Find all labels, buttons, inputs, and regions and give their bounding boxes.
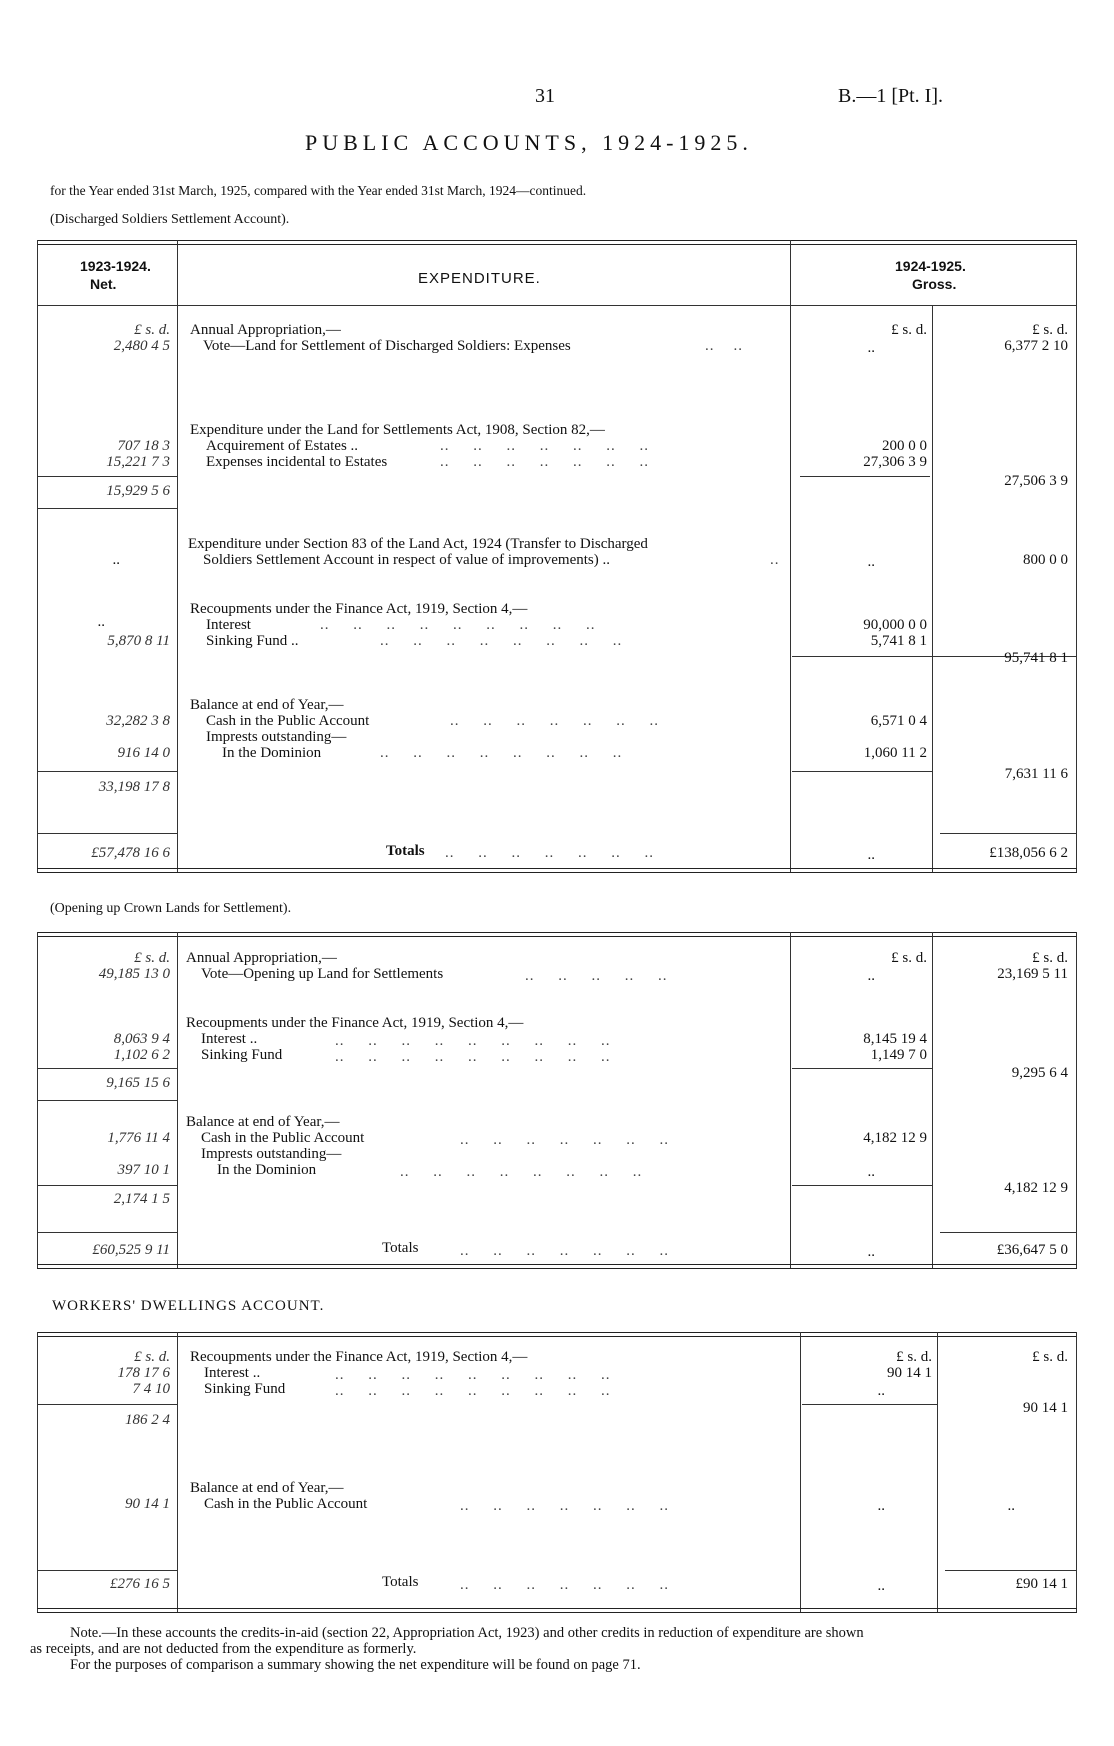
crown-vote-leader: .. .. .. .. .. (525, 968, 668, 984)
crown-cash-label: Cash in the Public Account (201, 1130, 365, 1146)
dss-bal-title: Balance at end of Year,— (190, 697, 344, 713)
crown-sink-net: 1,102 6 2 (113, 1047, 170, 1063)
crown-int-mid: 8,145 19 4 (863, 1031, 927, 1047)
dss-s83-leader: .. (770, 552, 780, 568)
page-title: PUBLIC ACCOUNTS, 1924-1925. (305, 130, 753, 155)
crown-vote-net: 49,185 13 0 (98, 966, 170, 982)
dss-inc-mid: 27,306 3 9 (863, 454, 927, 470)
dss-divider-3 (932, 305, 933, 872)
crown-sink-mid: 1,149 7 0 (870, 1047, 927, 1063)
workers-totals-label: Totals (382, 1574, 419, 1590)
workers-totals-gross: £90 14 1 (1015, 1576, 1068, 1592)
dss-acq-label: Acquirement of Estates .. (206, 438, 359, 454)
workers-int-net: 178 17 6 (117, 1365, 170, 1381)
crown-bal-mid-rule (792, 1185, 932, 1186)
dss-s82-gross: 27,506 3 9 (1004, 473, 1068, 489)
dss-recoup-title: Recoupments under the Finance Act, 1919, Section 4,— (190, 601, 528, 617)
note-line-3: For the purposes of comparison a summary showing the net expenditure will be found on page 71. (70, 1657, 641, 1673)
dss-dom-mid: 1,060 11 2 (863, 745, 927, 761)
crown-annual-title: Annual Appropriation,— (186, 950, 337, 966)
workers-cash-leader: .. .. .. .. .. .. .. (460, 1498, 669, 1514)
workers-lsd-mid: £ s. d. (896, 1349, 932, 1365)
crown-caption: (Opening up Crown Lands for Settlement). (50, 901, 292, 916)
dss-totals-gross-rule (940, 833, 1077, 834)
crown-vote-mid: .. (867, 968, 875, 984)
workers-divider-2 (800, 1332, 801, 1612)
crown-cash-mid: 4,182 12 9 (863, 1130, 927, 1146)
workers-cash-net: 90 14 1 (125, 1496, 170, 1512)
dss-totals-label: Totals (386, 843, 425, 859)
workers-lsd-left: £ s. d. (134, 1349, 170, 1365)
crown-lsd-mid: £ s. d. (891, 950, 927, 966)
crown-int-leader: .. .. .. .. .. .. .. .. .. (335, 1033, 611, 1049)
dss-s83-line2: Soldiers Settlement Account in respect of value of improvements) .. (203, 552, 610, 568)
workers-lsd-right: £ s. d. (1032, 1349, 1068, 1365)
workers-recoup-title: Recoupments under the Finance Act, 1919, Section 4,— (190, 1349, 528, 1365)
dss-s83-net: .. (112, 552, 120, 568)
dss-bal-net-total: 33,198 17 8 (98, 779, 170, 795)
dss-s83-gross: 800 0 0 (1023, 552, 1068, 568)
crown-totals-mid: .. (867, 1244, 875, 1260)
workers-recoup-net-total: 186 2 4 (125, 1412, 170, 1428)
workers-int-leader: .. .. .. .. .. .. .. .. .. (335, 1367, 611, 1383)
workers-recoup-gross: 90 14 1 (1023, 1400, 1068, 1416)
dss-cash-mid: 6,571 0 4 (870, 713, 927, 729)
page-reference: B.—1 [Pt. I]. (838, 85, 943, 107)
dss-inc-label: Expenses incidental to Estates (206, 454, 388, 470)
dss-int-label: Interest (206, 617, 251, 633)
dss-totals-leader: .. .. .. .. .. .. .. (445, 845, 654, 861)
workers-totals-net-rule (37, 1570, 177, 1571)
dss-vote-leader: .. .. (705, 338, 743, 354)
crown-lsd-left: £ s. d. (134, 950, 170, 966)
dss-s82-mid-rule (800, 476, 930, 477)
crown-bal-title: Balance at end of Year,— (186, 1114, 340, 1130)
crown-divider-3 (932, 932, 933, 1268)
crown-lsd-right: £ s. d. (1032, 950, 1068, 966)
crown-totals-net-rule (37, 1232, 177, 1233)
dss-vote-net: 2,480 4 5 (113, 338, 170, 354)
dss-totals-net-rule (37, 833, 177, 834)
workers-bottom-rule (37, 1608, 1077, 1613)
workers-bal-title: Balance at end of Year,— (190, 1480, 344, 1496)
dss-inc-leader: .. .. .. .. .. .. .. (440, 454, 649, 470)
workers-int-mid: 90 14 1 (887, 1365, 932, 1381)
dss-dom-net: 916 14 0 (117, 745, 170, 761)
crown-bal-net-total: 2,174 1 5 (113, 1191, 170, 1207)
crown-top-rule (37, 932, 1077, 937)
page-number: 31 (535, 85, 555, 107)
dss-header-rule (37, 305, 1077, 306)
crown-recoup-net-close (37, 1100, 177, 1101)
note-line-2: as receipts, and are not deducted from the expenditure as formerly. (30, 1641, 417, 1657)
dss-inc-net: 15,221 7 3 (106, 454, 170, 470)
crown-bottom-rule (37, 1264, 1077, 1269)
crown-totals-gross: £36,647 5 0 (996, 1242, 1068, 1258)
crown-recoup-net-total: 9,165 15 6 (106, 1075, 170, 1091)
crown-recoup-title: Recoupments under the Finance Act, 1919, Section 4,— (186, 1015, 524, 1031)
dss-top-rule (37, 240, 1077, 245)
dss-left-border (37, 240, 38, 872)
dss-lsd-mid: £ s. d. (891, 322, 927, 338)
dss-lsd-right: £ s. d. (1032, 322, 1068, 338)
workers-totals-gross-rule (945, 1570, 1077, 1571)
crown-totals-net: £60,525 9 11 (92, 1242, 170, 1258)
crown-sink-label: Sinking Fund (201, 1047, 283, 1063)
dss-bal-net-rule (37, 771, 177, 772)
dss-acq-mid: 200 0 0 (882, 438, 927, 454)
crown-totals-gross-rule (940, 1232, 1077, 1233)
crown-totals-leader: .. .. .. .. .. .. .. (460, 1243, 669, 1259)
workers-totals-mid: .. (877, 1578, 885, 1594)
dss-cash-leader: .. .. .. .. .. .. .. (450, 713, 659, 729)
workers-sink-mid: .. (877, 1383, 885, 1399)
dss-int-leader: .. .. .. .. .. .. .. .. .. (320, 617, 596, 633)
dss-s83-line1: Expenditure under Section 83 of the Land Act, 1924 (Transfer to Discharged (188, 536, 648, 552)
dss-cash-net: 32,282 3 8 (106, 713, 170, 729)
crown-imp-label: Imprests outstanding— (201, 1146, 342, 1162)
dss-acq-leader: .. .. .. .. .. .. .. (440, 438, 649, 454)
workers-sink-net: 7 4 10 (132, 1381, 170, 1397)
dss-totals-mid: .. (867, 847, 875, 863)
dss-expenditure-header: EXPENDITURE. (418, 270, 541, 287)
crown-int-label: Interest .. (201, 1031, 258, 1047)
crown-divider-1 (177, 932, 178, 1268)
crown-bal-net-rule (37, 1185, 177, 1186)
dss-int-mid: 90,000 0 0 (863, 617, 927, 633)
workers-caption: WORKERS' DWELLINGS ACCOUNT. (52, 1298, 325, 1314)
workers-top-rule (37, 1332, 1077, 1337)
crown-recoup-net-rule (37, 1068, 177, 1069)
crown-right-border (1076, 932, 1077, 1268)
workers-divider-1 (177, 1332, 178, 1612)
workers-recoup-mid-rule (802, 1404, 937, 1405)
workers-sink-label: Sinking Fund (204, 1381, 286, 1397)
dss-gross-label: Gross. (912, 276, 957, 292)
crown-dom-leader: .. .. .. .. .. .. .. .. (400, 1164, 643, 1180)
dss-sink-label: Sinking Fund .. (206, 633, 299, 649)
workers-totals-leader: .. .. .. .. .. .. .. (460, 1577, 669, 1593)
dss-net-label: Net. (90, 276, 117, 292)
dss-int-net: .. (97, 614, 105, 630)
note-line-1: Note.—In these accounts the credits-in-aid (section 22, Appropriation Act, 1923) and other credits in reduction of expenditure are shown (70, 1625, 864, 1641)
dss-vote-mid: .. (867, 340, 875, 356)
crown-cash-net: 1,776 11 4 (107, 1130, 170, 1146)
dss-recoup-gross: 95,741 8 1 (1004, 650, 1068, 666)
workers-cash-mid: .. (877, 1498, 885, 1514)
crown-int-net: 8,063 9 4 (113, 1031, 170, 1047)
workers-recoup-net-rule (37, 1404, 177, 1405)
dss-divider-1 (177, 240, 178, 872)
crown-dom-mid: .. (867, 1164, 875, 1180)
dss-imp-label: Imprests outstanding— (206, 729, 347, 745)
crown-divider-2 (790, 932, 791, 1268)
page-subtitle: for the Year ended 31st March, 1925, compared with the Year ended 31st March, 1924—continued. (50, 183, 587, 198)
dss-s83-mid: .. (867, 554, 875, 570)
crown-vote-line: Vote—Opening up Land for Settlements (201, 966, 444, 982)
crown-totals-label: Totals (382, 1240, 419, 1256)
crown-dom-label: In the Dominion (217, 1162, 317, 1178)
crown-sink-leader: .. .. .. .. .. .. .. .. .. (335, 1049, 611, 1065)
crown-cash-leader: .. .. .. .. .. .. .. (460, 1132, 669, 1148)
dss-divider-2 (790, 240, 791, 872)
dss-bal-gross: 7,631 11 6 (1004, 766, 1068, 782)
dss-right-border (1076, 240, 1077, 872)
dss-s82-net-total: 15,929 5 6 (106, 483, 170, 499)
dss-s82-net-close (37, 508, 177, 509)
crown-bal-gross: 4,182 12 9 (1004, 1180, 1068, 1196)
dss-net-year: 1923-1924. (80, 258, 151, 274)
workers-totals-net: £276 16 5 (110, 1576, 170, 1592)
crown-recoup-gross: 9,295 6 4 (1011, 1065, 1068, 1081)
crown-vote-gross: 23,169 5 11 (997, 966, 1068, 982)
dss-acq-net: 707 18 3 (117, 438, 170, 454)
dss-totals-net: £57,478 16 6 (91, 845, 170, 861)
workers-int-label: Interest .. (204, 1365, 261, 1381)
dss-s82-net-rule (37, 476, 177, 477)
dss-gross-year: 1924-1925. (895, 258, 966, 274)
dss-vote-gross: 6,377 2 10 (1004, 338, 1068, 354)
workers-sink-leader: .. .. .. .. .. .. .. .. .. (335, 1383, 611, 1399)
workers-cash-label: Cash in the Public Account (204, 1496, 368, 1512)
dss-bal-mid-rule (792, 771, 932, 772)
dss-lsd-left: £ s. d. (134, 322, 170, 338)
dss-s82-title: Expenditure under the Land for Settlements Act, 1908, Section 82,— (190, 422, 605, 438)
dss-vote-line: Vote—Land for Settlement of Discharged Soldiers: Expenses (203, 338, 571, 354)
dss-sink-net: 5,870 8 11 (107, 633, 170, 649)
dss-dom-leader: .. .. .. .. .. .. .. .. (380, 745, 623, 761)
crown-recoup-mid-rule (792, 1068, 932, 1069)
workers-divider-3 (937, 1332, 938, 1612)
dss-caption: (Discharged Soldiers Settlement Account). (50, 212, 290, 227)
workers-cash-gross: .. (1007, 1498, 1015, 1514)
dss-sink-mid: 5,741 8 1 (870, 633, 927, 649)
dss-bottom-rule (37, 868, 1077, 873)
crown-dom-net: 397 10 1 (117, 1162, 170, 1178)
dss-dom-label: In the Dominion (222, 745, 322, 761)
dss-totals-gross: £138,056 6 2 (989, 845, 1068, 861)
dss-annual-title: Annual Appropriation,— (190, 322, 341, 338)
dss-cash-label: Cash in the Public Account (206, 713, 370, 729)
dss-sink-leader: .. .. .. .. .. .. .. .. (380, 633, 623, 649)
